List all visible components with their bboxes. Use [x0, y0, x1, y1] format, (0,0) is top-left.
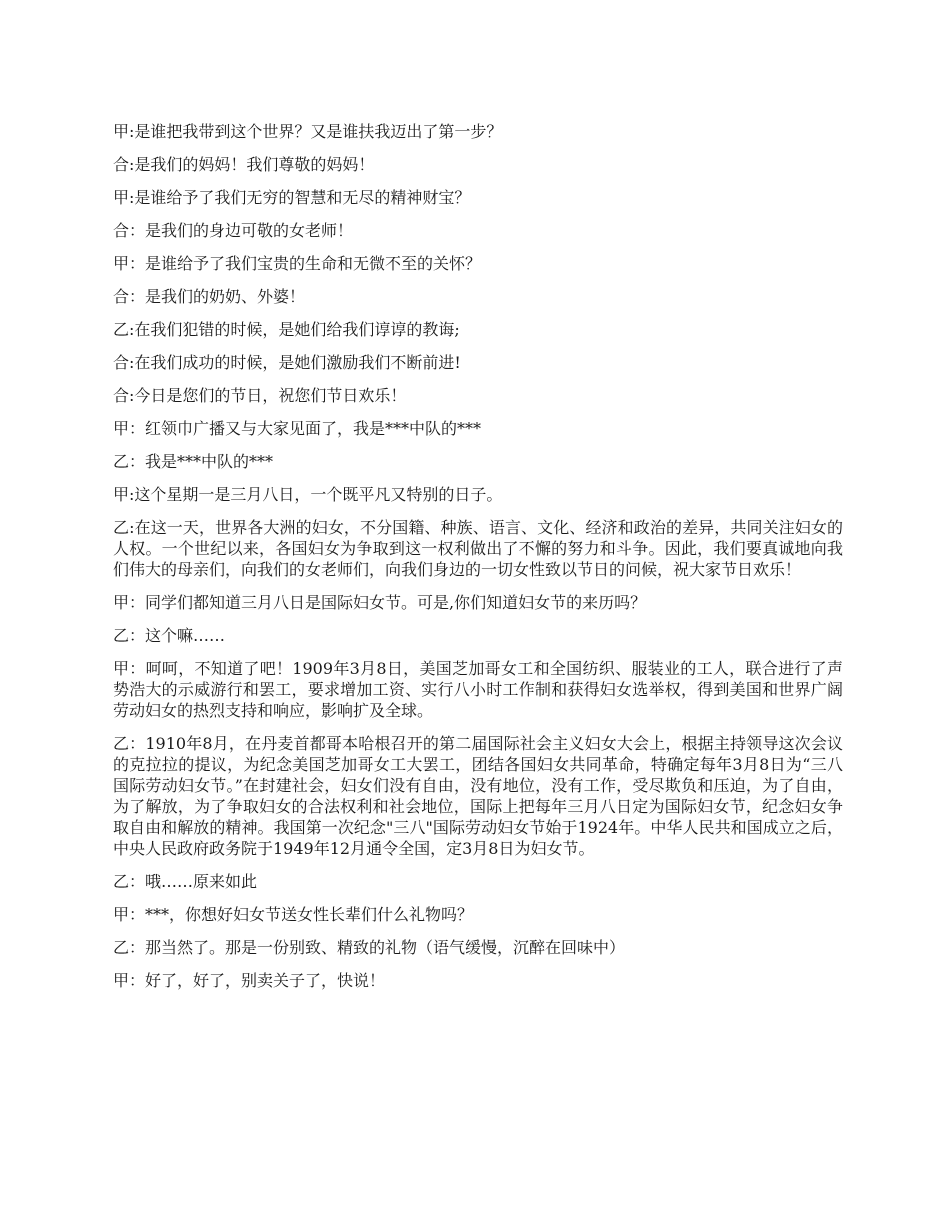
paragraph-18: 乙：哦……原来如此	[113, 872, 258, 891]
paragraph-3: 甲:是谁给予了我们无穷的智慧和无尽的精神财宝？	[113, 188, 471, 207]
paragraph-2: 合:是我们的妈妈！我们尊敬的妈妈！	[113, 155, 375, 174]
paragraph-21: 甲：好了，好了，别卖关子了，快说！	[113, 971, 386, 990]
paragraph-14: 甲：同学们都知道三月八日是国际妇女节。可是,你们知道妇女节的来历吗？	[113, 593, 647, 612]
paragraph-6: 合：是我们的奶奶、外婆！	[113, 287, 306, 306]
paragraph-10: 甲：红领巾广播又与大家见面了，我是***中队的***	[113, 419, 482, 438]
paragraph-9: 合:今日是您们的节日，祝您们节日欢乐！	[113, 386, 407, 405]
paragraph-12: 甲:这个星期一是三月八日，一个既平凡又特别的日子。	[113, 485, 503, 504]
paragraph-15: 乙：这个嘛……	[113, 626, 226, 645]
paragraph-13: 乙:在这一天，世界各大洲的妇女，不分国籍、种族、语言、文化、经济和政治的差异，共同关注妇女的人权。一个世纪以来，各国妇女为争取到这一权利做出了不懈的努力和斗争。因此，我们要真诚地向我们伟大的母亲们，向我们的女老师们，向我们身边的一切女性致以节日的问候，祝大家节日欢乐！	[113, 518, 843, 579]
paragraph-20: 乙：那当然了。那是一份别致、精致的礼物（语气缓慢，沉醉在回味中）	[113, 938, 626, 957]
document-body	[113, 121, 843, 1003]
paragraph-16: 甲：呵呵，不知道了吧！1909年3月8日，美国芝加哥女工和全国纺织、服装业的工人，联合进行了声势浩大的示威游行和罢工，要求增加工资、实行八小时工作制和获得妇女选举权，得到美国和世界广阔劳动妇女的热烈支持和响应，影响扩及全球。	[113, 659, 843, 720]
paragraph-17: 乙：1910年8月，在丹麦首都哥本哈根召开的第二届国际社会主义妇女大会上，根据主持领导这次会议的克拉拉的提议，为纪念美国芝加哥女工大罢工，团结各国妇女共同革命，特确定每年3月8日为“三八国际劳动妇女节。”在封建社会，妇女们没有自由，没有地位，没有工作，受尽欺负和压迫，为了自由，为了解放，为了争取妇女的合法权利和社会地位，国际上把每年三月八日定为国际妇女节，纪念妇女争取自由和解放的精神。我国第一次纪念"三八"国际劳动妇女节始于1924年。中华人民共和国成立之后，中央人民政府政务院于1949年12月通令全国，定3月8日为妇女节。	[113, 734, 843, 858]
paragraph-19: 甲：***，你想好妇女节送女性长辈们什么礼物吗？	[113, 905, 474, 924]
paragraph-4: 合：是我们的身边可敬的女老师！	[113, 221, 354, 240]
paragraph-5: 甲：是谁给予了我们宝贵的生命和无微不至的关怀？	[113, 254, 482, 273]
paragraph-11: 乙：我是***中队的***	[113, 452, 274, 471]
paragraph-8: 合:在我们成功的时候，是她们激励我们不断前进!	[113, 353, 461, 372]
paragraph-7: 乙:在我们犯错的时候，是她们给我们谆谆的教诲;	[113, 320, 460, 339]
paragraph-1: 甲:是谁把我带到这个世界？又是谁扶我迈出了第一步？	[113, 122, 503, 141]
